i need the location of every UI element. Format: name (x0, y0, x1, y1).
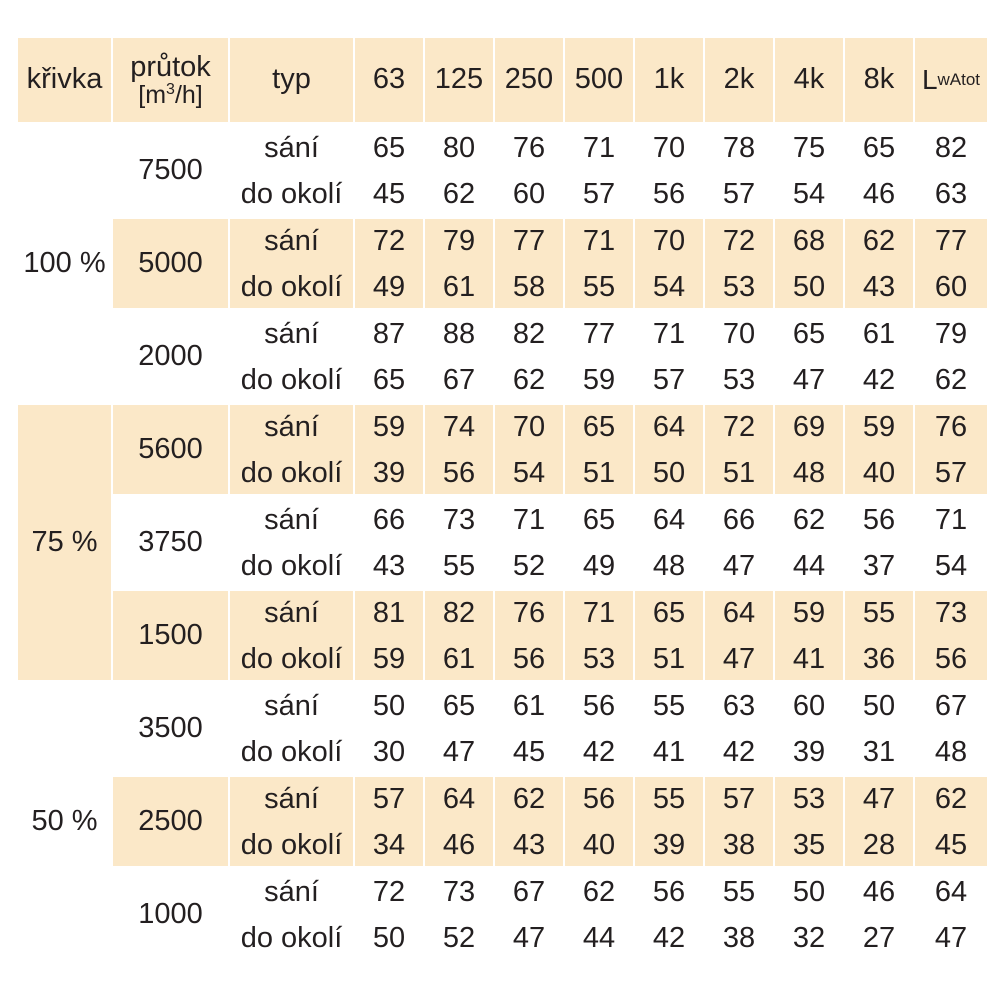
band-level-cell (495, 591, 563, 680)
intake-level: 57 (722, 782, 756, 815)
band-level-cell (355, 591, 423, 680)
band-level-cell (705, 498, 773, 587)
type-ambient: do okolí (240, 270, 343, 303)
ambient-level: 56 (652, 177, 686, 210)
type-ambient: do okolí (240, 177, 343, 210)
band-level-cell (845, 405, 913, 494)
band-level-cell (425, 219, 493, 308)
intake-level: 62 (512, 782, 546, 815)
intake-level: 72 (722, 410, 756, 443)
band-level-cell (495, 405, 563, 494)
intake-level: 74 (442, 410, 476, 443)
ambient-level: 59 (372, 642, 406, 675)
ambient-level: 55 (582, 270, 616, 303)
band-level-cell (425, 312, 493, 401)
ambient-level: 62 (512, 363, 546, 396)
intake-level: 75 (792, 131, 826, 164)
band-level-cell (565, 219, 633, 308)
band-level-cell (635, 126, 703, 215)
intake-level: 47 (862, 782, 896, 815)
intake-level: 73 (442, 503, 476, 536)
band-level-cell (705, 219, 773, 308)
ambient-level: 48 (934, 735, 968, 768)
flow-value: 5000 (113, 219, 228, 308)
intake-level: 59 (372, 410, 406, 443)
band-level-cell (635, 777, 703, 866)
band-level-cell (775, 777, 843, 866)
header-band-500: 500 (565, 38, 633, 122)
intake-level: 71 (934, 503, 968, 536)
band-level-cell (425, 777, 493, 866)
intake-level: 80 (442, 131, 476, 164)
ambient-level: 56 (934, 642, 968, 675)
intake-level: 67 (934, 689, 968, 722)
band-level-cell (565, 405, 633, 494)
intake-level: 46 (862, 875, 896, 908)
band-level-cell (635, 405, 703, 494)
ambient-level: 47 (934, 921, 968, 954)
intake-level: 87 (372, 317, 406, 350)
intake-level: 59 (792, 596, 826, 629)
ambient-level: 51 (582, 456, 616, 489)
band-level-cell (495, 870, 563, 959)
intake-level: 70 (722, 317, 756, 350)
header-type: typ (230, 38, 353, 122)
ambient-level: 52 (442, 921, 476, 954)
band-level-cell (775, 591, 843, 680)
band-level-cell (355, 777, 423, 866)
header-flow-unit: $[m^3/h]$ (138, 81, 203, 110)
intake-level: 67 (512, 875, 546, 908)
intake-level: 56 (582, 782, 616, 815)
intake-level: 50 (862, 689, 896, 722)
band-level-cell (705, 405, 773, 494)
type-intake: sání (264, 875, 319, 908)
intake-level: 82 (512, 317, 546, 350)
type-cell (230, 126, 353, 215)
header-total: L wAtot (915, 38, 987, 122)
band-level-cell (425, 405, 493, 494)
ambient-level: 40 (582, 828, 616, 861)
intake-level: 62 (582, 875, 616, 908)
intake-level: 71 (582, 224, 616, 257)
band-level-cell (565, 870, 633, 959)
ambient-level: 56 (442, 456, 476, 489)
intake-level: 62 (934, 782, 968, 815)
band-level-cell (845, 591, 913, 680)
intake-level: 65 (442, 689, 476, 722)
ambient-level: 48 (792, 456, 826, 489)
band-level-cell (775, 126, 843, 215)
intake-level: 55 (652, 782, 686, 815)
type-intake: sání (264, 689, 319, 722)
band-level-cell (355, 312, 423, 401)
intake-level: 50 (792, 875, 826, 908)
ambient-level: 46 (862, 177, 896, 210)
ambient-level: 67 (442, 363, 476, 396)
ambient-level: 55 (442, 549, 476, 582)
intake-level: 61 (512, 689, 546, 722)
band-level-cell (845, 777, 913, 866)
intake-level: 64 (652, 503, 686, 536)
intake-level: 88 (442, 317, 476, 350)
ambient-level: 42 (652, 921, 686, 954)
band-level-cell (775, 312, 843, 401)
ambient-level: 50 (652, 456, 686, 489)
band-level-cell (705, 870, 773, 959)
band-level-cell (355, 219, 423, 308)
ambient-level: 47 (512, 921, 546, 954)
intake-level: 77 (512, 224, 546, 257)
band-level-cell (355, 684, 423, 773)
header-band-8k: 8k (845, 38, 913, 122)
band-level-cell (845, 684, 913, 773)
intake-level: 71 (582, 596, 616, 629)
type-cell (230, 684, 353, 773)
intake-level: 72 (372, 224, 406, 257)
band-level-cell (425, 498, 493, 587)
header-flow (113, 38, 228, 122)
type-intake: sání (264, 503, 319, 536)
ambient-level: 60 (934, 270, 968, 303)
band-level-cell (635, 498, 703, 587)
type-ambient: do okolí (240, 456, 343, 489)
band-level-cell (355, 405, 423, 494)
intake-level: 65 (582, 503, 616, 536)
ambient-level: 46 (442, 828, 476, 861)
flow-value: 3500 (138, 712, 203, 744)
ambient-level: 35 (792, 828, 826, 861)
ambient-level: 43 (512, 828, 546, 861)
ambient-level: 38 (722, 921, 756, 954)
intake-level: 64 (442, 782, 476, 815)
band-level-cell (705, 684, 773, 773)
intake-level: 79 (934, 317, 968, 350)
type-intake: sání (264, 224, 319, 257)
header-band-125: 125 (425, 38, 493, 122)
ambient-level: 57 (722, 177, 756, 210)
total-level-cell (915, 777, 987, 866)
ambient-level: 42 (862, 363, 896, 396)
table-body (18, 126, 987, 959)
intake-level: 56 (582, 689, 616, 722)
header-flow-label: průtok (130, 50, 211, 83)
ambient-level: 65 (372, 363, 406, 396)
ambient-level: 52 (512, 549, 546, 582)
intake-level: 66 (722, 503, 756, 536)
curve-label: 100 % (23, 247, 106, 279)
ambient-level: 27 (862, 921, 896, 954)
band-level-cell (635, 870, 703, 959)
type-ambient: do okolí (240, 921, 343, 954)
ambient-level: 50 (792, 270, 826, 303)
ambient-level: 59 (582, 363, 616, 396)
type-ambient: do okolí (240, 828, 343, 861)
band-level-cell (775, 684, 843, 773)
intake-level: 81 (372, 596, 406, 629)
intake-level: 62 (792, 503, 826, 536)
band-level-cell (775, 219, 843, 308)
ambient-level: 43 (862, 270, 896, 303)
intake-level: 71 (512, 503, 546, 536)
ambient-level: 54 (934, 549, 968, 582)
type-ambient: do okolí (240, 363, 343, 396)
intake-level: 61 (862, 317, 896, 350)
type-cell (230, 405, 353, 494)
band-level-cell (705, 312, 773, 401)
type-intake: sání (264, 410, 319, 443)
intake-level: 55 (652, 689, 686, 722)
ambient-level: 51 (722, 456, 756, 489)
noise-table (18, 38, 987, 959)
band-level-cell (705, 591, 773, 680)
intake-level: 70 (652, 131, 686, 164)
ambient-level: 45 (934, 828, 968, 861)
intake-level: 60 (792, 689, 826, 722)
intake-level: 64 (652, 410, 686, 443)
band-level-cell (845, 219, 913, 308)
curve-label: 50 % (31, 805, 98, 837)
band-level-cell (495, 498, 563, 587)
band-level-cell (495, 312, 563, 401)
intake-level: 77 (934, 224, 968, 257)
header-band-63: 63 (355, 38, 423, 122)
ambient-level: 28 (862, 828, 896, 861)
ambient-level: 30 (372, 735, 406, 768)
ambient-level: 39 (372, 456, 406, 489)
ambient-level: 36 (862, 642, 896, 675)
band-level-cell (495, 777, 563, 866)
band-level-cell (775, 405, 843, 494)
intake-level: 65 (372, 131, 406, 164)
intake-level: 59 (862, 410, 896, 443)
flow-value: 7500 (138, 154, 203, 186)
table-header (18, 38, 987, 122)
ambient-level: 54 (512, 456, 546, 489)
ambient-level: 40 (862, 456, 896, 489)
ambient-level: 47 (722, 642, 756, 675)
ambient-level: 38 (722, 828, 756, 861)
ambient-level: 56 (512, 642, 546, 675)
intake-level: 71 (652, 317, 686, 350)
intake-level: 82 (934, 131, 968, 164)
intake-level: 62 (862, 224, 896, 257)
band-level-cell (565, 591, 633, 680)
type-cell (230, 219, 353, 308)
total-level-cell (915, 498, 987, 587)
header-band-4k: 4k (775, 38, 843, 122)
band-level-cell (355, 126, 423, 215)
ambient-level: 31 (862, 735, 896, 768)
ambient-level: 54 (652, 270, 686, 303)
ambient-level: 42 (722, 735, 756, 768)
ambient-level: 58 (512, 270, 546, 303)
intake-level: 68 (792, 224, 826, 257)
ambient-level: 39 (652, 828, 686, 861)
flow-value: 1500 (113, 591, 228, 680)
intake-level: 50 (372, 689, 406, 722)
ambient-level: 62 (442, 177, 476, 210)
ambient-level: 54 (792, 177, 826, 210)
ambient-level: 63 (934, 177, 968, 210)
intake-level: 66 (372, 503, 406, 536)
header-band-1k: 1k (635, 38, 703, 122)
total-level-cell (915, 591, 987, 680)
intake-level: 65 (652, 596, 686, 629)
band-level-cell (495, 684, 563, 773)
band-level-cell (565, 498, 633, 587)
type-ambient: do okolí (240, 735, 343, 768)
intake-level: 76 (512, 131, 546, 164)
intake-level: 55 (862, 596, 896, 629)
intake-level: 82 (442, 596, 476, 629)
ambient-level: 62 (934, 363, 968, 396)
intake-level: 72 (372, 875, 406, 908)
intake-level: 72 (722, 224, 756, 257)
intake-level: 69 (792, 410, 826, 443)
ambient-level: 49 (582, 549, 616, 582)
curve-label: 75 % (18, 405, 111, 680)
ambient-level: 45 (372, 177, 406, 210)
band-level-cell (775, 870, 843, 959)
intake-level: 76 (934, 410, 968, 443)
total-level-cell (915, 870, 987, 959)
intake-level: 56 (652, 875, 686, 908)
ambient-level: 47 (792, 363, 826, 396)
total-level-cell (915, 312, 987, 401)
band-level-cell (565, 777, 633, 866)
ambient-level: 32 (792, 921, 826, 954)
intake-level: 65 (862, 131, 896, 164)
intake-level: 65 (792, 317, 826, 350)
intake-level: 65 (582, 410, 616, 443)
ambient-level: 48 (652, 549, 686, 582)
total-level-cell (915, 405, 987, 494)
flow-value: 2500 (113, 777, 228, 866)
intake-level: 53 (792, 782, 826, 815)
total-level-cell (915, 126, 987, 215)
ambient-level: 34 (372, 828, 406, 861)
intake-level: 63 (722, 689, 756, 722)
intake-level: 73 (442, 875, 476, 908)
band-level-cell (845, 498, 913, 587)
type-intake: sání (264, 317, 319, 350)
band-level-cell (425, 591, 493, 680)
intake-level: 70 (652, 224, 686, 257)
total-level-cell (915, 219, 987, 308)
band-level-cell (845, 126, 913, 215)
ambient-level: 42 (582, 735, 616, 768)
band-level-cell (355, 498, 423, 587)
ambient-level: 47 (722, 549, 756, 582)
flow-value: 3750 (138, 526, 203, 558)
type-intake: sání (264, 131, 319, 164)
ambient-level: 53 (582, 642, 616, 675)
intake-level: 57 (372, 782, 406, 815)
intake-level: 70 (512, 410, 546, 443)
ambient-level: 57 (582, 177, 616, 210)
ambient-level: 61 (442, 642, 476, 675)
ambient-level: 60 (512, 177, 546, 210)
band-level-cell (565, 312, 633, 401)
band-level-cell (425, 126, 493, 215)
type-ambient: do okolí (240, 549, 343, 582)
ambient-level: 41 (792, 642, 826, 675)
ambient-level: 45 (512, 735, 546, 768)
band-level-cell (495, 219, 563, 308)
intake-level: 55 (722, 875, 756, 908)
band-level-cell (635, 312, 703, 401)
intake-level: 64 (722, 596, 756, 629)
band-level-cell (635, 591, 703, 680)
ambient-level: 41 (652, 735, 686, 768)
ambient-level: 39 (792, 735, 826, 768)
ambient-level: 50 (372, 921, 406, 954)
intake-level: 78 (722, 131, 756, 164)
intake-level: 79 (442, 224, 476, 257)
type-cell (230, 498, 353, 587)
band-level-cell (635, 219, 703, 308)
flow-value: 2000 (138, 340, 203, 372)
type-cell (230, 591, 353, 680)
ambient-level: 57 (652, 363, 686, 396)
ambient-level: 57 (934, 456, 968, 489)
ambient-level: 37 (862, 549, 896, 582)
band-level-cell (775, 498, 843, 587)
intake-level: 77 (582, 317, 616, 350)
type-cell (230, 312, 353, 401)
ambient-level: 53 (722, 270, 756, 303)
band-level-cell (845, 312, 913, 401)
band-level-cell (845, 870, 913, 959)
band-level-cell (565, 684, 633, 773)
flow-value: 1000 (138, 898, 203, 930)
intake-level: 71 (582, 131, 616, 164)
ambient-level: 53 (722, 363, 756, 396)
band-level-cell (355, 870, 423, 959)
ambient-level: 47 (442, 735, 476, 768)
band-level-cell (705, 126, 773, 215)
ambient-level: 44 (582, 921, 616, 954)
intake-level: 56 (862, 503, 896, 536)
type-intake: sání (264, 596, 319, 629)
band-level-cell (425, 870, 493, 959)
type-intake: sání (264, 782, 319, 815)
ambient-level: 51 (652, 642, 686, 675)
intake-level: 73 (934, 596, 968, 629)
band-level-cell (705, 777, 773, 866)
intake-level: 76 (512, 596, 546, 629)
header-band-250: 250 (495, 38, 563, 122)
flow-value: 5600 (113, 405, 228, 494)
type-cell (230, 870, 353, 959)
band-level-cell (565, 126, 633, 215)
band-level-cell (635, 684, 703, 773)
ambient-level: 49 (372, 270, 406, 303)
ambient-level: 43 (372, 549, 406, 582)
total-level-cell (915, 684, 987, 773)
type-cell (230, 777, 353, 866)
ambient-level: 44 (792, 549, 826, 582)
ambient-level: 61 (442, 270, 476, 303)
header-band-2k: 2k (705, 38, 773, 122)
band-level-cell (425, 684, 493, 773)
type-ambient: do okolí (240, 642, 343, 675)
band-level-cell (495, 126, 563, 215)
header-curve: křivka (18, 38, 111, 122)
intake-level: 64 (934, 875, 968, 908)
